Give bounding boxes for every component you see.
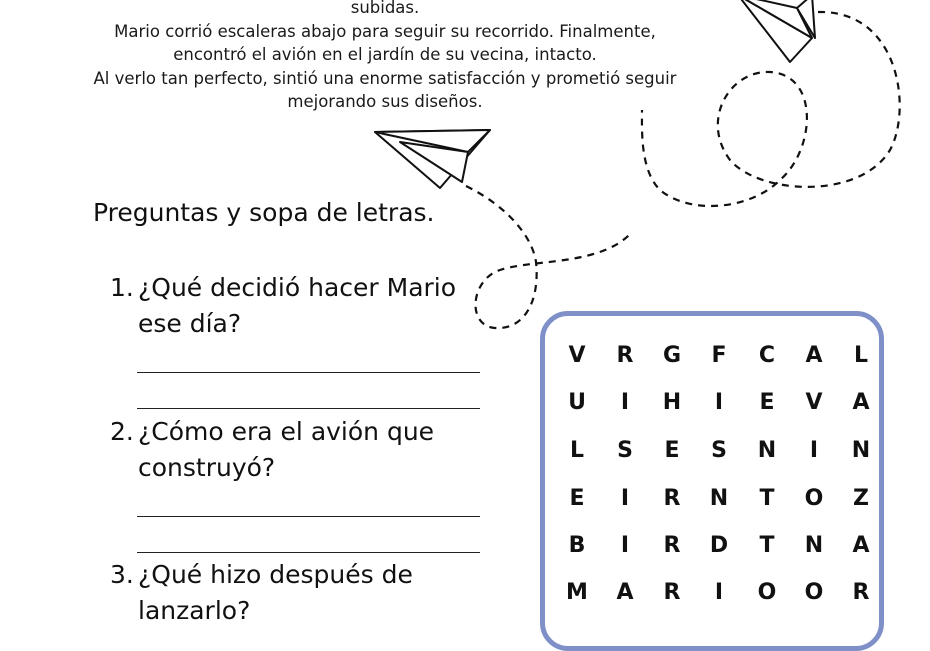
grid-letter[interactable]: L bbox=[569, 438, 585, 463]
grid-letter[interactable]: O bbox=[757, 580, 777, 605]
grid-letter[interactable]: V bbox=[805, 390, 823, 415]
grid-letter[interactable]: N bbox=[709, 486, 729, 511]
grid-letter[interactable]: I bbox=[714, 390, 724, 415]
grid-letter[interactable]: I bbox=[620, 533, 630, 558]
answer-line[interactable] bbox=[137, 372, 480, 373]
question-1 bbox=[110, 270, 468, 342]
grid-letter[interactable]: F bbox=[711, 343, 727, 368]
grid-letter[interactable]: V bbox=[568, 343, 586, 368]
grid-letter[interactable]: S bbox=[617, 438, 633, 463]
question-number: 3. bbox=[110, 560, 134, 589]
grid-letter[interactable]: I bbox=[620, 486, 630, 511]
grid-letter[interactable]: B bbox=[568, 533, 586, 558]
question-2 bbox=[110, 414, 468, 486]
grid-letter[interactable]: H bbox=[662, 390, 682, 415]
grid-letter[interactable]: E bbox=[759, 390, 775, 415]
grid-letter[interactable]: C bbox=[758, 343, 776, 368]
story-line: Al verlo tan perfecto, sintió una enorme satisfacción y prometió seguir bbox=[93, 68, 677, 88]
question-number: 2. bbox=[110, 417, 134, 446]
grid-letter[interactable]: A bbox=[852, 390, 870, 415]
grid-letter[interactable]: U bbox=[568, 390, 586, 415]
grid-letter[interactable]: L bbox=[853, 343, 869, 368]
grid-letter[interactable]: R bbox=[852, 580, 870, 605]
grid-letter[interactable]: R bbox=[616, 343, 634, 368]
story-line: Mario corrió escaleras abajo para seguir su recorrido. Finalmente, bbox=[114, 21, 656, 41]
grid-letter[interactable]: A bbox=[616, 580, 634, 605]
paper-plane-icon bbox=[375, 130, 490, 188]
grid-letter[interactable]: T bbox=[759, 533, 775, 558]
paper-plane-icon bbox=[738, 0, 815, 62]
question-number: 1. bbox=[110, 273, 134, 302]
answer-line[interactable] bbox=[137, 408, 480, 409]
grid-letter[interactable]: N bbox=[804, 533, 824, 558]
section-title: Preguntas y sopa de letras. bbox=[93, 198, 435, 227]
grid-letter[interactable]: A bbox=[852, 533, 870, 558]
grid-letter[interactable]: S bbox=[711, 438, 727, 463]
grid-letter[interactable]: T bbox=[759, 486, 775, 511]
grid-letter[interactable]: A bbox=[805, 343, 823, 368]
story-line: subidas. bbox=[350, 0, 420, 17]
question-text: ¿Qué hizo después de lanzarlo? bbox=[138, 560, 413, 625]
story-line: mejorando sus diseños. bbox=[287, 92, 483, 111]
flight-path-middle bbox=[466, 186, 632, 328]
grid-letter[interactable]: E bbox=[664, 438, 680, 463]
grid-letter[interactable]: E bbox=[569, 486, 585, 511]
question-text: ¿Cómo era el avión que construyó? bbox=[138, 417, 435, 482]
grid-letter[interactable]: R bbox=[663, 486, 681, 511]
grid-letter[interactable]: I bbox=[714, 580, 724, 605]
grid-letter[interactable]: Z bbox=[853, 486, 869, 511]
grid-letter[interactable]: R bbox=[663, 580, 681, 605]
grid-letter[interactable]: O bbox=[804, 486, 824, 511]
word-search-grid bbox=[540, 311, 884, 651]
answer-line[interactable] bbox=[137, 552, 480, 553]
story-line: encontró el avión en el jardín de su vecina, intacto. bbox=[173, 45, 597, 64]
grid-letter[interactable]: I bbox=[620, 390, 630, 415]
grid-letter[interactable]: N bbox=[851, 438, 871, 463]
grid-letter[interactable]: O bbox=[804, 580, 824, 605]
grid-letter[interactable]: N bbox=[757, 438, 777, 463]
grid-letter[interactable]: D bbox=[709, 533, 729, 558]
grid-letter[interactable]: R bbox=[663, 533, 681, 558]
grid-letter[interactable]: G bbox=[662, 343, 682, 368]
question-text: ¿Qué decidió hacer Mario ese día? bbox=[138, 273, 457, 338]
grid-letter[interactable]: M bbox=[566, 580, 588, 605]
answer-line[interactable] bbox=[137, 516, 480, 517]
grid-letter[interactable]: I bbox=[809, 438, 819, 463]
story-text bbox=[80, 0, 690, 114]
question-3 bbox=[110, 557, 468, 629]
